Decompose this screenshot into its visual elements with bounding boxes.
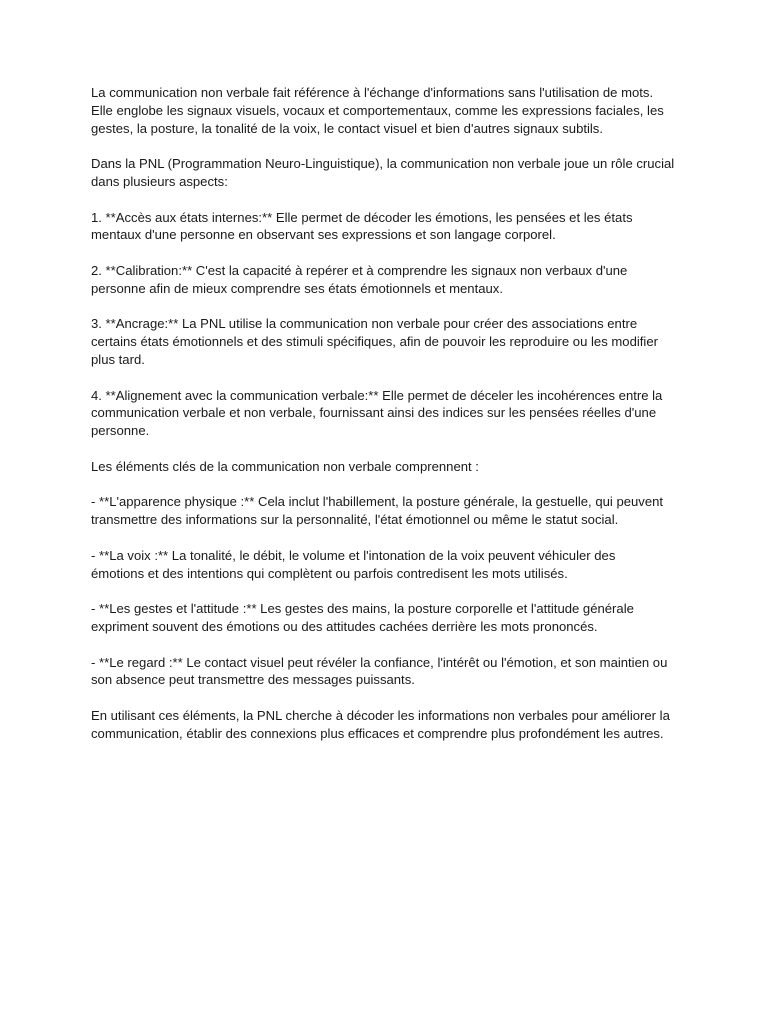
text-line: plus tard. — [91, 351, 145, 367]
paragraph-elements-cles — [91, 458, 691, 476]
bullet-apparence-physique — [91, 493, 691, 529]
text-line: dans plusieurs aspects: — [91, 173, 228, 189]
paragraph-intro — [91, 84, 691, 137]
document-body — [91, 84, 691, 760]
bullet-regard — [91, 654, 691, 690]
text-line: - **L'apparence physique :** Cela inclut l'habillement, la posture générale, la gestuelle, qui peuvent — [91, 494, 664, 510]
text-line: communication, établir des connexions plus efficaces et comprendre plus profondément les autres. — [91, 725, 664, 741]
text-line: - **Les gestes et l'attitude :** Les gestes des mains, la posture corporelle et l'attitude générale — [91, 601, 634, 617]
text-line: 1. **Accès aux états internes:** Elle permet de décoder les émotions, les pensées et les états — [91, 209, 633, 225]
text-line: personne. — [91, 423, 150, 439]
text-line: émotions et des intentions qui complètent ou parfois contredisent les mots utilisés. — [91, 565, 568, 581]
list-item-calibration — [91, 262, 691, 298]
bullet-voix — [91, 547, 691, 583]
text-line: son absence peut transmettre des messages puissants. — [91, 672, 415, 688]
text-line: 4. **Alignement avec la communication verbale:** Elle permet de déceler les incohérences entre la — [91, 387, 663, 403]
list-item-alignement — [91, 387, 691, 440]
text-line: En utilisant ces éléments, la PNL cherche à décoder les informations non verbales pour améliorer la — [91, 707, 670, 723]
paragraph-pnl — [91, 155, 691, 191]
text-line: Dans la PNL (Programmation Neuro-Linguistique), la communication non verbale joue un rôle crucial — [91, 156, 675, 172]
list-item-ancrage — [91, 315, 691, 368]
text-line: - **La voix :** La tonalité, le débit, le volume et l'intonation de la voix peuvent véhiculer des — [91, 547, 616, 563]
paragraph-conclusion — [91, 707, 691, 743]
bullet-gestes-attitude — [91, 600, 691, 636]
text-line: 2. **Calibration:** C'est la capacité à repérer et à comprendre les signaux non verbaux d'une — [91, 262, 628, 278]
text-line: 3. **Ancrage:** La PNL utilise la communication non verbale pour créer des associations entre — [91, 316, 638, 332]
text-line: La communication non verbale fait référence à l'échange d'informations sans l'utilisation de mots. — [91, 85, 654, 100]
text-line: communication verbale et non verbale, fournissant ainsi des indices sur les pensées réelles d'une — [91, 405, 657, 421]
text-line: Les éléments clés de la communication non verbale comprennent : — [91, 458, 479, 474]
text-line: - **Le regard :** Le contact visuel peut révéler la confiance, l'intérêt ou l'émotion, et son maintien ou — [91, 654, 668, 670]
text-line: certains états émotionnels et des stimuli spécifiques, afin de pouvoir les reproduire ou les modifier — [91, 334, 658, 350]
text-line: mentaux d'une personne en observant ses expressions et son langage corporel. — [91, 227, 556, 243]
text-line: transmettre des informations sur la personnalité, l'état émotionnel ou même le statut social. — [91, 512, 619, 528]
text-line: Elle englobe les signaux visuels, vocaux et comportementaux, comme les expressions faciales, les — [91, 102, 664, 118]
text-line: expriment souvent des émotions ou des attitudes cachées derrière les mots prononcés. — [91, 618, 598, 634]
text-line: personne afin de mieux comprendre ses états émotionnels et mentaux. — [91, 280, 503, 296]
text-line: gestes, la posture, la tonalité de la voix, le contact visuel et bien d'autres signaux subtils. — [91, 120, 603, 136]
list-item-acces-etats-internes — [91, 209, 691, 245]
